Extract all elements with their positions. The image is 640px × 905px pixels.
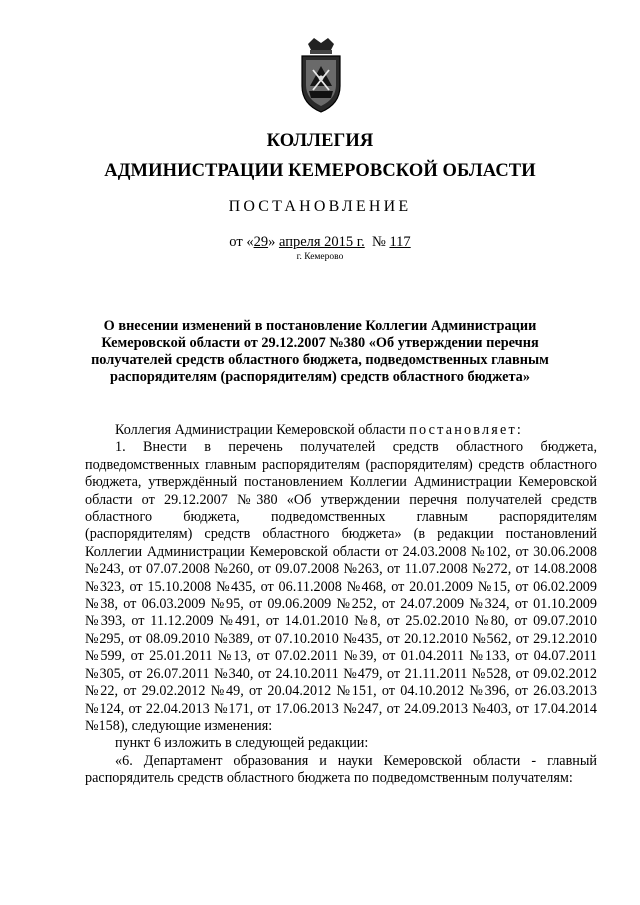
document-type: ПОСТАНОВЛЕНИЕ bbox=[228, 198, 412, 215]
date-prefix: от « bbox=[229, 234, 254, 250]
intro-resolves: постановляет: bbox=[409, 422, 524, 438]
item-1-2-paragraph: «6. Департамент образования и науки Кемеровской области - главный распорядитель средств областного бюджета по подведомственным получателям: bbox=[85, 752, 597, 787]
org-name-line1: КОЛЛЕГИЯ bbox=[266, 131, 374, 151]
document-subject: О внесении изменений в постановление Коллегии Администрации Кемеровской области от 29.12.2007 №380 «Об утверждении перечня получателей средств областного бюджета, подведомственных главным распорядителям (распорядителям) средств областного бюджета» bbox=[91, 318, 549, 385]
date-month-year: апреля 2015 г. bbox=[278, 234, 365, 250]
document-number: 117 bbox=[389, 234, 411, 250]
coat-of-arms-emblem bbox=[298, 38, 344, 114]
city-name: г. Кемерово bbox=[296, 252, 344, 262]
document-body bbox=[85, 422, 597, 788]
org-name-line2: АДМИНИСТРАЦИИ КЕМЕРОВСКОЙ ОБЛАСТИ bbox=[104, 161, 536, 181]
number-label: № bbox=[372, 234, 386, 250]
intro-text: Коллегия Администрации Кемеровской области bbox=[115, 422, 410, 438]
date-number-line bbox=[0, 234, 640, 251]
date-day-close: » bbox=[268, 234, 276, 250]
date-day: 29 bbox=[253, 234, 269, 250]
item-1-1-paragraph: пункт 6 изложить в следующей редакции: bbox=[115, 735, 369, 752]
intro-paragraph bbox=[85, 422, 597, 439]
item-1-paragraph: 1. Внести в перечень получателей средств областного бюджета, подведомственных главным распорядителям (распорядителям) средств областного бюджета, утверждённый постановлением Коллегии Администрации Кемеровской области от 29.12.2007 №380 «Об утверждении перечня получателей средств областного бюджета, подведомственных главным распорядителям (распорядителям) средств областного бюджета» (в редакции постановлений Коллегии Администрации Кемеровской области от 24.03.2008 №102, от 30.06.2008 №243, от 07.07.2008 №260, от 09.07.2008 №263, от 11.07.2008 №272, от 14.08.2008 №323, от 15.10.2008 №435, от 06.11.2008 №468, от 20.01.2009 №15, от 06.02.2009 №38, от 06.03.2009 №95, от 09.06.2009 №252, от 24.07.2009 №324, от 01.10.2009 №393, от 11.12.2009 №491, от 14.01.2010 №8, от 25.02.2010 №80, от 09.07.2010 №295, от 08.09.2010 №389, от 07.10.2010 №435, от 20.12.2010 №562, от 29.12.2010 №599, от 25.01.2011 №13, от 07.02.2011 №39, от 01.04.2011 №133, от 04.07.2011 №305, от 26.07.2011 №340, от 24.10.2011 №479, от 21.11.2011 №528, от 09.02.2012 №22, от 29.02.2012 №49, от 20.04.2012 №151, от 04.10.2012 №396, от 26.03.2013 №124, от 22.04.2013 №171, от 17.06.2013 №247, от 24.09.2013 №403, от 17.04.2014 №158), следующие изменения: bbox=[85, 439, 597, 734]
